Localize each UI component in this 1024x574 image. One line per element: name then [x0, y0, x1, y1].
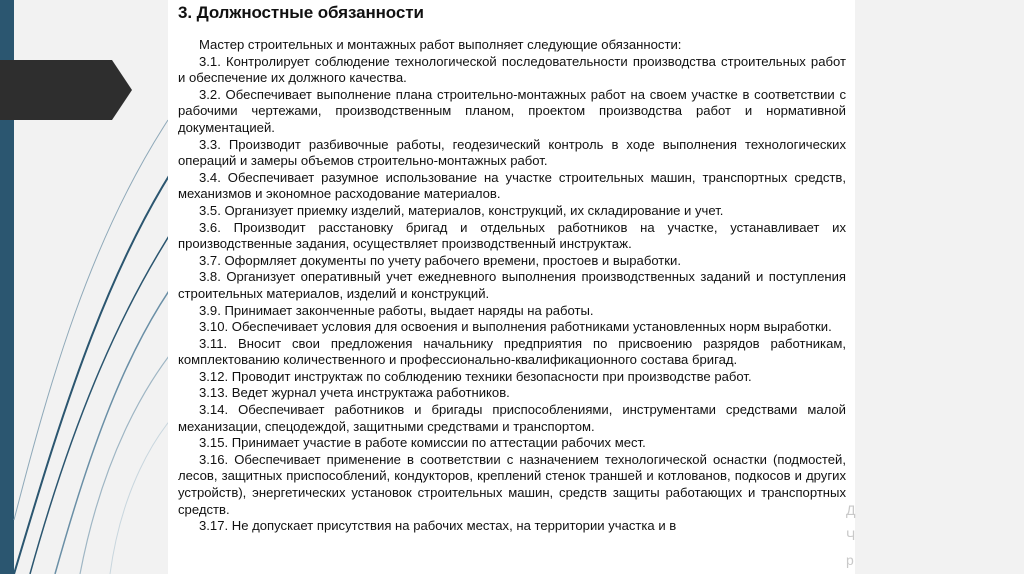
duty-item: 3.14. Обеспечивает работников и бригады приспособлениями, инструментами средствами малой механизации, спецодеждой, защитными средствами и транспортом.	[178, 402, 846, 434]
duty-item: 3.9. Принимает законченные работы, выдает наряды на работы.	[199, 302, 594, 318]
side-hint-letter: Д	[846, 502, 856, 518]
side-hint-text	[846, 498, 866, 573]
duty-item: 3.13. Ведет журнал учета инструктажа работников.	[199, 385, 510, 401]
duty-item: 3.10. Обеспечивает условия для освоения и выполнения работниками установленных норм выработки.	[199, 319, 832, 335]
document-page	[168, 0, 855, 574]
duty-item: 3.2. Обеспечивает выполнение плана строительно-монтажных работ на своем участке в соответствии с рабочими чертежами, производственным планом, проектом производства работ и нормативной документацией.	[178, 86, 846, 135]
duty-item: 3.5. Организует приемку изделий, материалов, конструкций, их складирование и учет.	[199, 202, 724, 218]
duty-item: 3.1. Контролирует соблюдение технологической последовательности производства строительных работ и обеспечение их должного качества.	[178, 53, 846, 86]
side-hint-letter: Ч	[846, 527, 856, 543]
duty-item: 3.16. Обеспечивает применение в соответствии с назначением технологической оснастки (подмостей, лесов, защитных приспособлений, кондукторов, креплений стенок траншей и котлованов, подкосов и других устройств), энергетических установок строительных машин, средств защиты работающих и транспортных средств.	[178, 451, 846, 517]
duty-item: 3.17. Не допускает присутствия на рабочих местах, на территории участка и в	[199, 518, 677, 534]
document-body	[178, 37, 846, 535]
duty-item: 3.3. Производит разбивочные работы, геодезический контроль в ходе выполнения технологических операций и замеры объемов строительно-монтажных работ.	[178, 136, 846, 169]
duty-item: 3.11. Вносит свои предложения начальнику предприятия по присвоению разрядов работникам, комплектованию количественного и профессионально-квалификационного состава бригад.	[178, 335, 846, 368]
duty-item: 3.7. Оформляет документы по учету рабочего времени, простоев и выработки.	[199, 252, 681, 268]
side-hint-letter: р	[846, 552, 854, 568]
document-title: 3. Должностные обязанности	[178, 3, 424, 22]
duty-item: 3.15. Принимает участие в работе комиссии по аттестации рабочих мест.	[199, 435, 646, 451]
duty-item: 3.4. Обеспечивает разумное использование на участке строительных машин, транспортных средств, механизмов и экономное расходование материалов.	[178, 169, 846, 202]
arrow-marker-icon	[0, 60, 132, 120]
duty-item: 3.12. Проводит инструктаж по соблюдению техники безопасности при производстве работ.	[199, 368, 752, 384]
duty-item: 3.6. Производит расстановку бригад и отдельных работников на участке, устанавливает их производственные задания, осуществляет производственный инструктаж.	[178, 219, 846, 252]
intro-paragraph: Мастер строительных и монтажных работ выполняет следующие обязанности:	[199, 37, 682, 52]
duty-item: 3.8. Организует оперативный учет ежедневного выполнения производственных заданий и поступления строительных материалов, изделий и конструкций.	[178, 269, 846, 301]
